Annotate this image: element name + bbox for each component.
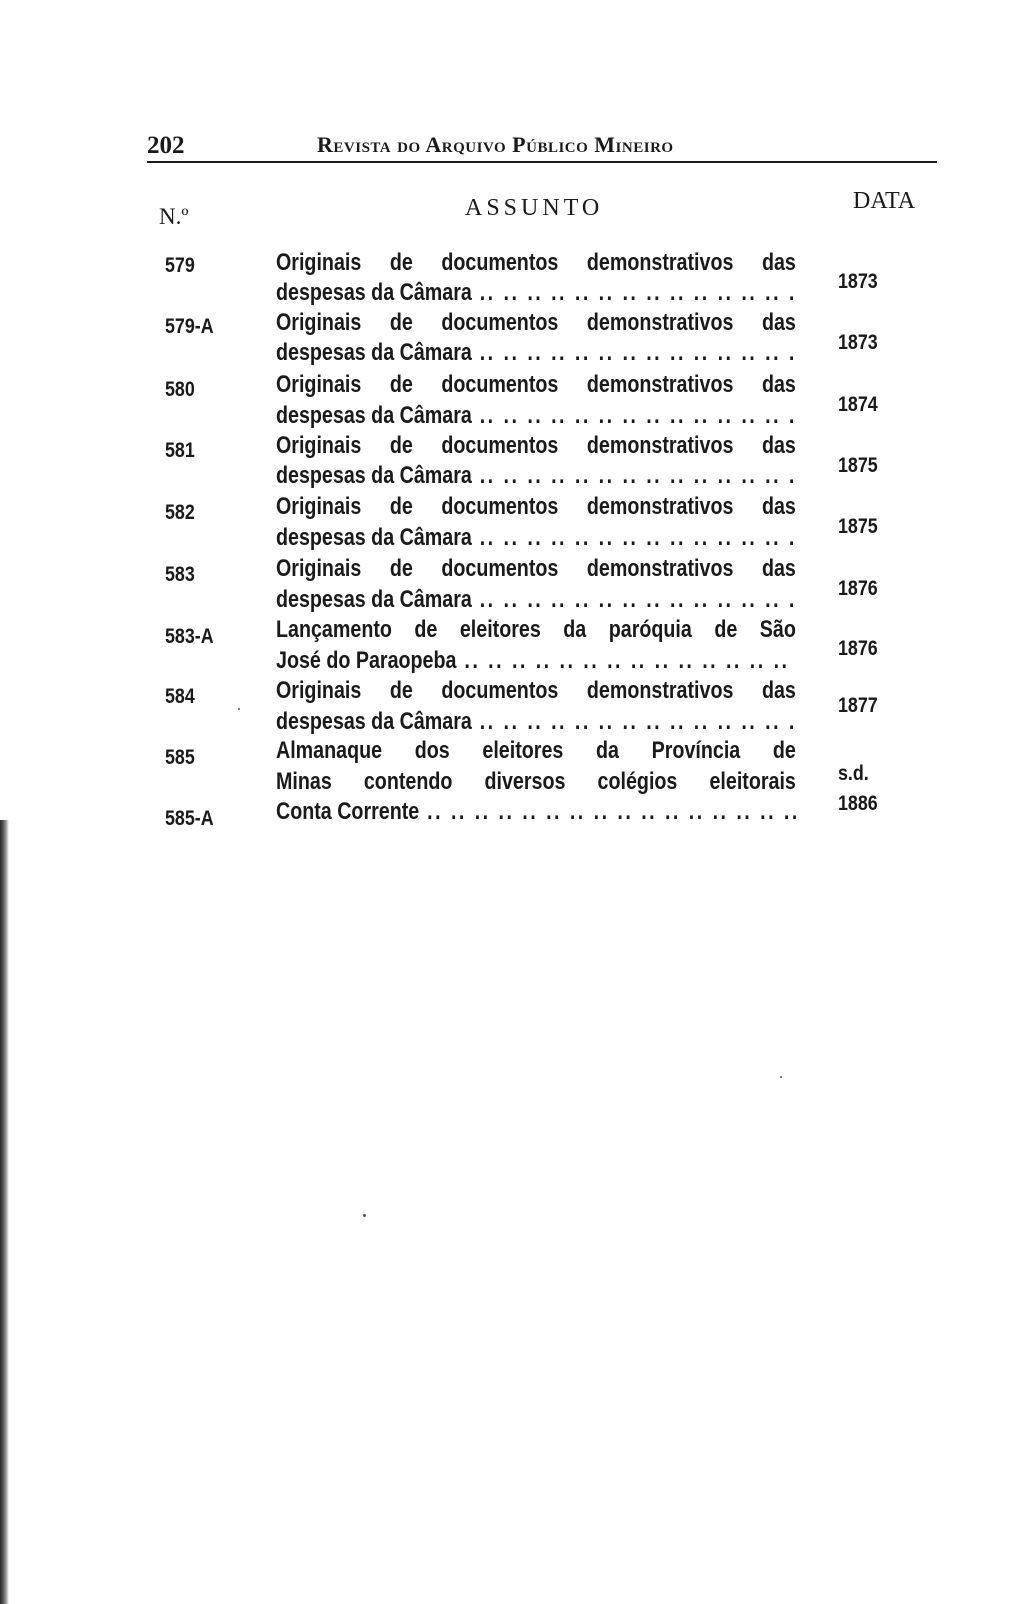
entry-subject-line: Originais de documentos demonstrativos das xyxy=(276,677,796,704)
entry-date: 1873 xyxy=(838,270,878,293)
running-head xyxy=(147,128,933,162)
entry-subject-line: despesas da Câmara .. .. xyxy=(276,279,796,307)
page-number: 202 xyxy=(147,132,185,159)
entry-subject-line: Originais de documentos demonstrativos das xyxy=(276,493,796,520)
entry-date: 1875 xyxy=(838,515,878,538)
entry-number: 581 xyxy=(165,439,195,462)
column-header-number: N.º xyxy=(159,204,189,229)
entry-subject-line: despesas da Câmara .. .. xyxy=(276,586,796,614)
paper-speck xyxy=(363,1214,366,1217)
entry-date: 1876 xyxy=(838,637,878,660)
entry-subject-line: despesas da Câmara .. .. xyxy=(276,524,796,552)
entry-subject-line: despesas da Câmara .. .. xyxy=(276,402,796,430)
entry-number: 579 xyxy=(165,254,195,277)
entry-subject-line: despesas da Câmara .. .. xyxy=(276,462,796,490)
entry-number: 584 xyxy=(165,685,195,708)
entry-date: 1886 xyxy=(838,792,878,815)
entry-number: 585-A xyxy=(165,807,214,830)
entry-subject-line: Originais de documentos demonstrativos das xyxy=(276,432,796,459)
column-header-date: DATA xyxy=(853,188,916,214)
entry-subject-line: Originais de documentos demonstrativos das xyxy=(276,555,796,582)
entry-date: 1876 xyxy=(838,577,878,600)
entry-number: 580 xyxy=(165,378,195,401)
entry-number: 585 xyxy=(165,746,195,769)
entry-subject-line: José do Paraopeba .. .. xyxy=(276,647,796,675)
journal-title: Revista do Arquivo Público Mineiro xyxy=(317,132,674,157)
paper-speck xyxy=(238,708,240,710)
entry-subject-line: Originais de documentos demonstrativos das xyxy=(276,249,796,276)
entry-number: 583 xyxy=(165,563,195,586)
entry-number: 582 xyxy=(165,501,195,524)
column-header-subject: ASSUNTO xyxy=(465,195,604,221)
entry-subject-line: despesas da Câmara .. .. xyxy=(276,339,796,367)
entry-number: 583-A xyxy=(165,625,214,648)
header-rule xyxy=(147,161,937,163)
paper-speck xyxy=(780,1076,782,1078)
entry-subject-line: Lançamento de eleitores da paróquia de São xyxy=(276,616,796,643)
entry-subject-line: Almanaque dos eleitores da Província de xyxy=(276,737,796,764)
entry-date: s.d. xyxy=(838,762,869,785)
entry-date: 1877 xyxy=(838,694,878,717)
entry-date: 1873 xyxy=(838,331,878,354)
entry-subject-line: Originais de documentos demonstrativos das xyxy=(276,309,796,336)
entry-subject-line: Originais de documentos demonstrativos das xyxy=(276,371,796,398)
entry-number: 579-A xyxy=(165,315,214,338)
entry-subject-line: Conta Corrente .. .. xyxy=(276,798,796,826)
entry-date: 1874 xyxy=(838,393,878,416)
entry-date: 1875 xyxy=(838,454,878,477)
entry-subject-line: Minas contendo diversos colégios eleitorais xyxy=(276,768,796,795)
entry-subject-line: despesas da Câmara .. .. xyxy=(276,708,796,736)
binding-shadow xyxy=(0,820,9,1604)
